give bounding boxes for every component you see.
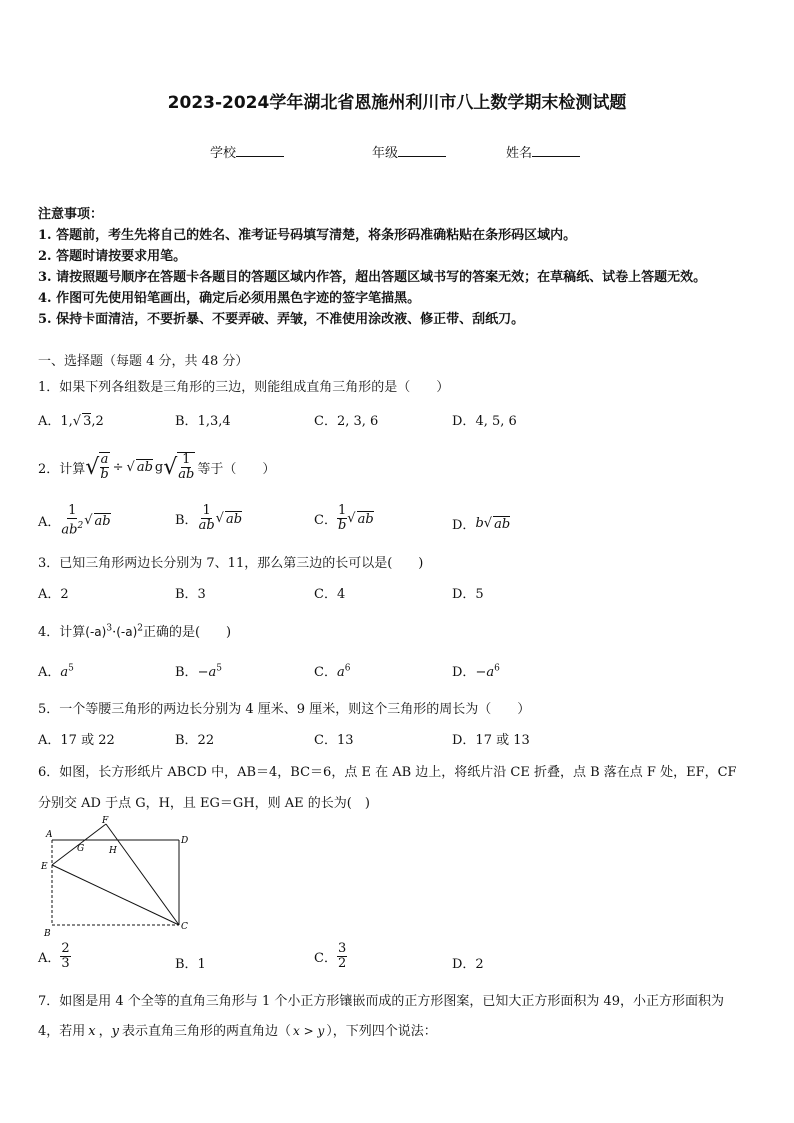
q2-option-d[interactable]: [452, 514, 510, 533]
q1-option-a[interactable]: [38, 410, 104, 429]
q2-option-a[interactable]: [38, 504, 111, 537]
stem-text: 等于（ ）: [197, 461, 276, 477]
notice-item: 5. 保持卡面清洁，不要折暴、不要弄破、弄皱，不准使用涂改液、修正带、刮纸刀。: [38, 312, 525, 327]
label-d: D: [181, 836, 189, 846]
fraction: [99, 452, 109, 482]
option-letter: C．: [314, 414, 337, 429]
exponent: 3: [106, 623, 113, 634]
numerator: 1: [202, 503, 211, 518]
condition: x > y: [293, 1024, 325, 1038]
option-letter: A．: [38, 951, 61, 966]
stem-text: 表示直角三角形的两直角边（: [122, 1024, 292, 1039]
numerator: 1: [337, 503, 347, 518]
exponent: 2: [77, 521, 84, 531]
option-value: 1,: [60, 414, 73, 429]
variable: x: [88, 1024, 96, 1039]
question-1-stem: 1．如果下列各组数是三角形的三边，则能组成直角三角形的是（ ）: [38, 380, 450, 395]
section-heading: 一、选择题（每题 4 分，共 48 分）: [38, 354, 249, 369]
exponent: 6: [494, 663, 500, 674]
exponent: 6: [344, 663, 351, 674]
numerator: 2: [61, 941, 70, 956]
fraction: [60, 942, 70, 971]
option-letter: D．: [452, 518, 476, 533]
exponent: 5: [216, 663, 222, 674]
option-value: 1,3,4: [197, 414, 231, 429]
option-letter: B．: [175, 665, 198, 680]
label-c: C: [181, 922, 188, 932]
page-title: 2023-2024学年湖北省恩施州利川市八上数学期末检测试题: [167, 93, 627, 113]
q4-option-d[interactable]: [452, 661, 500, 680]
option-letter: A．: [38, 665, 61, 680]
denominator: 3: [61, 956, 70, 971]
q5-option-b[interactable]: B．22: [175, 733, 215, 748]
option-letter: A．: [38, 414, 61, 429]
denominator: 2: [337, 956, 347, 971]
q3-option-b[interactable]: B．3: [175, 587, 206, 602]
stem-text: 2．计算: [38, 461, 86, 477]
q6-option-d[interactable]: D．2: [452, 957, 484, 972]
option-value: 2, 3, 6: [336, 414, 379, 429]
option-letter: C．: [314, 665, 337, 680]
base: −a: [197, 665, 217, 680]
q2-option-c[interactable]: [314, 504, 374, 533]
question-3-stem: 3．已知三角形两边长分别为 7、11，那么第三边的长可以是( ): [38, 556, 424, 571]
exponent: 2: [137, 623, 143, 634]
name-blank[interactable]: [532, 144, 580, 157]
q1-option-b[interactable]: [175, 410, 231, 429]
grade-label: 年级: [372, 146, 399, 161]
q5-option-a[interactable]: A．17 或 22: [38, 733, 115, 748]
base: a: [336, 665, 345, 680]
expression: (-a): [85, 625, 107, 639]
sqrt-icon: √: [163, 454, 178, 480]
divide-sign: ÷: [112, 459, 124, 475]
q4-option-a[interactable]: [38, 661, 74, 680]
numerator: a: [100, 452, 109, 467]
fraction: [60, 504, 84, 537]
option-letter: D．: [452, 665, 476, 680]
numerator: 1: [182, 452, 191, 467]
label-e: E: [41, 862, 48, 872]
q4-option-c[interactable]: [314, 661, 350, 680]
radicand: 3: [83, 414, 92, 429]
question-7-stem-line2: [38, 1020, 437, 1039]
radicand: ab: [357, 511, 374, 527]
stem-text: ），下列四个说法：: [326, 1024, 437, 1039]
question-5-stem: 5．一个等腰三角形的两边长分别为 4 厘米、9 厘米，则这个三角形的周长为（ ）: [38, 702, 531, 717]
sqrt-icon: √: [483, 516, 493, 531]
q5-option-d[interactable]: D．17 或 13: [452, 733, 530, 748]
numerator: 1: [68, 503, 77, 518]
q1-option-d[interactable]: [452, 410, 517, 429]
option-value: 4, 5, 6: [475, 414, 517, 429]
option-letter: C．: [314, 951, 337, 966]
question-6-stem-line2: 分别交 AD 于点 G，H，且 EG＝GH，则 AE 的长为( ): [38, 796, 370, 811]
name-field[interactable]: [506, 142, 580, 161]
q3-option-c[interactable]: C．4: [314, 587, 346, 602]
sqrt-icon: √: [85, 454, 100, 480]
school-blank[interactable]: [236, 144, 284, 157]
q6-option-c[interactable]: [314, 942, 347, 971]
option-letter: A．: [38, 515, 61, 531]
notice-heading: 注意事项：: [38, 207, 104, 222]
option-letter: D．: [452, 414, 476, 429]
question-2-stem: [38, 452, 275, 482]
label-f: F: [102, 816, 109, 826]
sqrt-icon: √: [347, 511, 356, 526]
stem-text: 正确的是( ): [142, 625, 232, 640]
notice-item: 4. 作图可先使用铅笔画出，确定后必须用黑色字迹的签字笔描黑。: [38, 291, 421, 306]
radicand: ab: [225, 511, 243, 527]
denominator: ab: [198, 518, 215, 533]
option-letter: B．: [175, 513, 198, 528]
denominator-base: ab: [61, 522, 78, 538]
question-6-stem-line1: 6．如图，长方形纸片 ABCD 中，AB＝4，BC＝6，点 E 在 AB 边上，将纸片沿 CE 折叠，点 B 落在点 F 处，EF，CF: [38, 765, 737, 780]
radicand: ab: [136, 460, 153, 475]
option-letter: B．: [175, 414, 198, 429]
q5-option-c[interactable]: C．13: [314, 733, 354, 748]
dot-sign: ·: [112, 625, 117, 640]
label-b: B: [44, 929, 51, 939]
numerator: 3: [337, 941, 347, 956]
fraction: [337, 504, 347, 533]
label-h: H: [109, 846, 117, 856]
variable: y: [111, 1024, 119, 1039]
radicand: ab: [494, 516, 511, 532]
q3-option-a[interactable]: A．2: [38, 587, 69, 602]
fraction: [198, 504, 216, 533]
stem-text: ，: [98, 1024, 112, 1039]
q6-option-b[interactable]: B．1: [175, 957, 206, 972]
denominator: [60, 519, 84, 537]
notice-item: 3. 请按照题号顺序在答题卡各题目的答题区域内作答，超出答题区域书写的答案无效；在草稿纸、试卷上答题无效。: [38, 270, 707, 285]
sqrt-icon: √: [215, 511, 224, 526]
radicand: ab: [94, 513, 111, 529]
grade-blank[interactable]: [398, 144, 446, 157]
expression: (-a): [116, 625, 138, 639]
notice-item: 2. 答题时请按要求用笔。: [38, 249, 187, 264]
option-value: ,2: [91, 414, 104, 429]
option-letter: C．: [314, 513, 337, 528]
label-a: A: [46, 830, 53, 840]
question-7-stem-line1: 7．如图是用 4 个全等的直角三角形与 1 个小正方形镶嵌而成的正方形图案，已知大正方形面积为 49，小正方形面积为: [38, 994, 725, 1009]
base: −a: [475, 665, 495, 680]
grade-field[interactable]: [372, 142, 446, 161]
exponent: 5: [68, 663, 74, 674]
sqrt-icon: √: [84, 513, 93, 529]
q6-option-a[interactable]: [38, 942, 71, 971]
denominator: b: [100, 467, 109, 482]
segment-fc: [106, 824, 179, 925]
segment-ec: [52, 865, 179, 925]
q1-option-c[interactable]: [314, 410, 378, 429]
denominator: b: [337, 518, 347, 533]
stem-text: 4，若用: [38, 1024, 86, 1039]
sqrt-icon: √: [126, 459, 135, 475]
q4-option-b[interactable]: [175, 661, 222, 680]
dot-sign: g: [154, 459, 164, 475]
school-label: 学校: [210, 146, 237, 161]
q2-option-b[interactable]: [175, 504, 242, 533]
name-label: 姓名: [506, 146, 533, 161]
question-4-stem: [38, 621, 231, 640]
notice-item: 1. 答题前，考生先将自己的姓名、准考证号码填写清楚，将条形码准确粘贴在条形码区域内。: [38, 228, 577, 243]
coefficient: b: [475, 516, 484, 531]
sqrt-icon: √: [72, 414, 82, 429]
q3-option-d[interactable]: D．5: [452, 587, 484, 602]
fraction: [337, 942, 347, 971]
base: a: [60, 665, 69, 680]
rectangle-fold-diagram: [36, 814, 196, 940]
denominator: ab: [178, 467, 195, 482]
stem-text: 4．计算: [38, 625, 86, 640]
fraction: [177, 452, 195, 482]
school-field[interactable]: [210, 142, 284, 161]
label-g: G: [77, 844, 85, 854]
